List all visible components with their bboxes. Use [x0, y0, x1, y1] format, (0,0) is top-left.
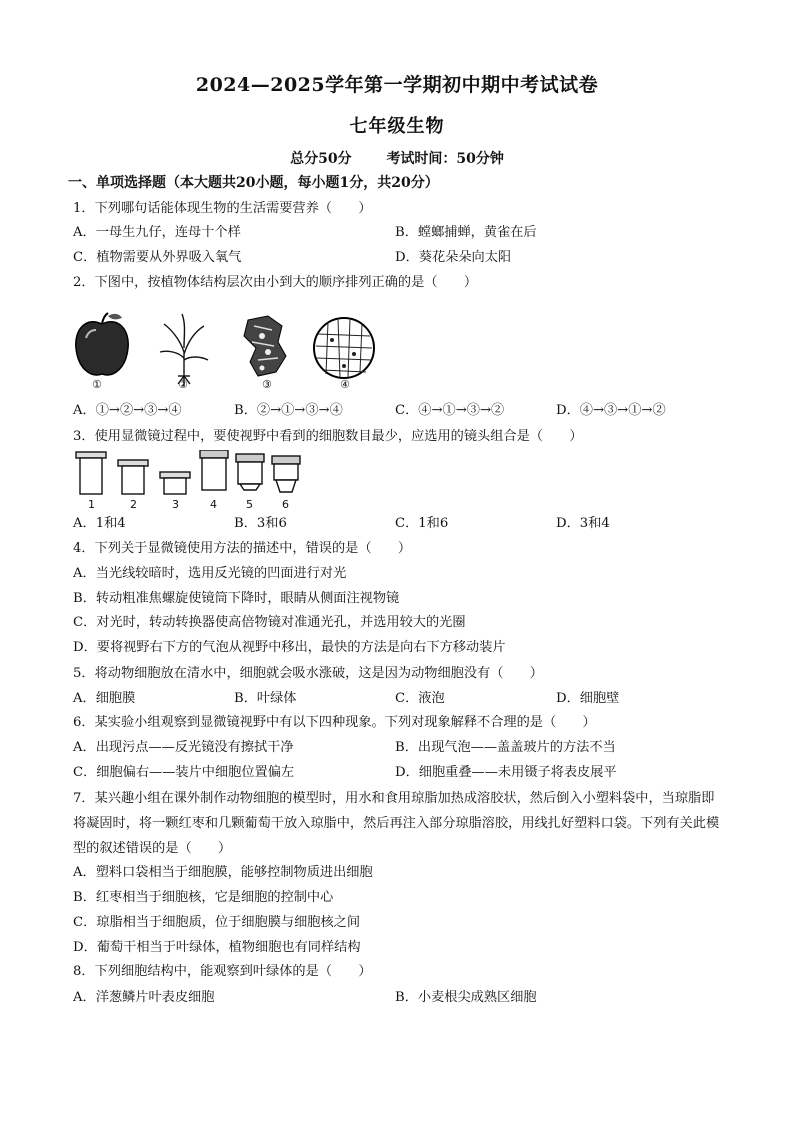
exam-title: 2024—2025学年第一学期初中期中考试试卷	[195, 74, 599, 96]
q6-option-b: B．出现气泡——盖盖玻片的方法不当	[395, 740, 616, 755]
plant-body-icon	[160, 314, 208, 386]
q2-option-d: D．④→③→①→②	[556, 403, 666, 418]
q3-figure	[72, 450, 312, 511]
q5-option-d: D．细胞壁	[556, 691, 620, 706]
question-1-stem: 1．下列哪句话能体现生物的生活需要营养（ ）	[73, 201, 372, 216]
q1-option-c: C．植物需要从外界吸入氧气	[73, 250, 242, 265]
q6-option-c: C．细胞偏右——装片中细胞位置偏左	[73, 765, 295, 780]
q3-fig-label-6: 6	[282, 498, 289, 511]
q3-fig-label-1: 1	[88, 498, 95, 511]
q7-option-d: D．葡萄干相当于叶绿体，植物细胞也有同样结构	[73, 940, 361, 955]
q2-option-a: A．①→②→③→④	[73, 403, 182, 418]
question-2-stem: 2．下图中，按植物体结构层次由小到大的顺序排列正确的是（ ）	[73, 275, 478, 290]
q8-option-b: B．小麦根尖成熟区细胞	[395, 990, 537, 1005]
q4-option-c: C．对光时，转动转换器使高倍物镜对准通光孔，并选用较大的光圈	[73, 615, 466, 630]
question-6-stem: 6．某实验小组观察到显微镜视野中有以下四种现象。下列对现象解释不合理的是（ ）	[73, 715, 596, 730]
question-4-stem: 4．下列关于显微镜使用方法的描述中，错误的是（ ）	[73, 541, 412, 556]
q4-option-b: B．转动粗准焦螺旋使镜筒下降时，眼睛从侧面注视物镜	[73, 591, 400, 606]
question-3-stem: 3．使用显微镜过程中，要使视野中看到的细胞数目最少，应选用的镜头组合是（ ）	[73, 429, 583, 444]
q6-option-d: D．细胞重叠——未用镊子将表皮展平	[395, 765, 617, 780]
q5-option-a: A．细胞膜	[73, 691, 136, 706]
cells-icon	[314, 318, 374, 378]
exam-meta	[0, 148, 794, 168]
q3-fig-label-3: 3	[172, 498, 179, 511]
q1-option-b: B．螳螂捕蝉，黄雀在后	[395, 225, 537, 240]
exam-time: 考试时间：50分钟	[386, 151, 504, 167]
section-heading: 一、单项选择题（本大题共20小题，每小题1分，共20分）	[68, 175, 439, 191]
q5-option-b: B．叶绿体	[234, 691, 297, 706]
q3-fig-label-5: 5	[246, 498, 253, 511]
q3-option-d: D．3和4	[556, 516, 610, 531]
q7-option-b: B．红枣相当于细胞核，它是细胞的控制中心	[73, 890, 334, 905]
q3-option-c: C．1和6	[395, 516, 449, 531]
tissue-icon	[244, 316, 286, 376]
exam-subject: 七年级生物	[349, 116, 445, 137]
apple-organ-icon	[76, 313, 128, 375]
q2-fig-label-1: ①	[92, 378, 102, 391]
q8-option-a: A．洋葱鳞片叶表皮细胞	[73, 990, 215, 1005]
q3-fig-label-2: 2	[130, 498, 137, 511]
q1-option-d: D．葵花朵朵向太阳	[395, 250, 512, 265]
q7-option-a: A．塑料口袋相当于细胞膜，能够控制物质进出细胞	[73, 865, 373, 880]
question-7-stem: 7．某兴趣小组在课外制作动物细胞的模型时，用水和食用琼脂加热成溶胶状，然后倒入小塑料袋中，当琼脂即将凝固时，将一颗红枣和几颗葡萄干放入琼脂中，然后再注入部分琼脂溶胶，用线扎好塑料口袋。下列有关此模型的叙述错误的是（ ）	[73, 791, 720, 856]
microscope-lens-figure	[72, 450, 312, 500]
question-8-stem: 8．下列细胞结构中，能观察到叶绿体的是（ ）	[73, 964, 372, 979]
q3-option-b: B．3和6	[234, 516, 287, 531]
q3-fig-label-4: 4	[210, 498, 217, 511]
q4-option-a: A．当光线较暗时，选用反光镜的凹面进行对光	[73, 566, 347, 581]
q5-option-c: C．液泡	[395, 691, 445, 706]
q2-fig-label-3: ③	[262, 378, 272, 391]
q4-option-d: D．要将视野右下方的气泡从视野中移出，最快的方法是向右下方移动装片	[73, 640, 506, 655]
q6-option-a: A．出现污点——反光镜没有擦拭干净	[73, 740, 294, 755]
q7-option-c: C．琼脂相当于细胞质，位于细胞膜与细胞核之间	[73, 915, 361, 930]
total-score: 总分50分	[290, 151, 352, 167]
plant-structure-figure	[72, 312, 402, 392]
q2-fig-label-4: ④	[340, 378, 350, 391]
q3-option-a: A．1和4	[73, 516, 126, 531]
q1-option-a: A．一母生九仔，连母十个样	[73, 225, 241, 240]
question-5-stem: 5．将动物细胞放在清水中，细胞就会吸水涨破，这是因为动物细胞没有（ ）	[73, 666, 543, 681]
q2-figure	[72, 312, 402, 392]
q2-option-b: B．②→①→③→④	[234, 403, 343, 418]
q2-option-c: C．④→①→③→②	[395, 403, 505, 418]
q2-fig-label-2: ②	[178, 378, 188, 391]
